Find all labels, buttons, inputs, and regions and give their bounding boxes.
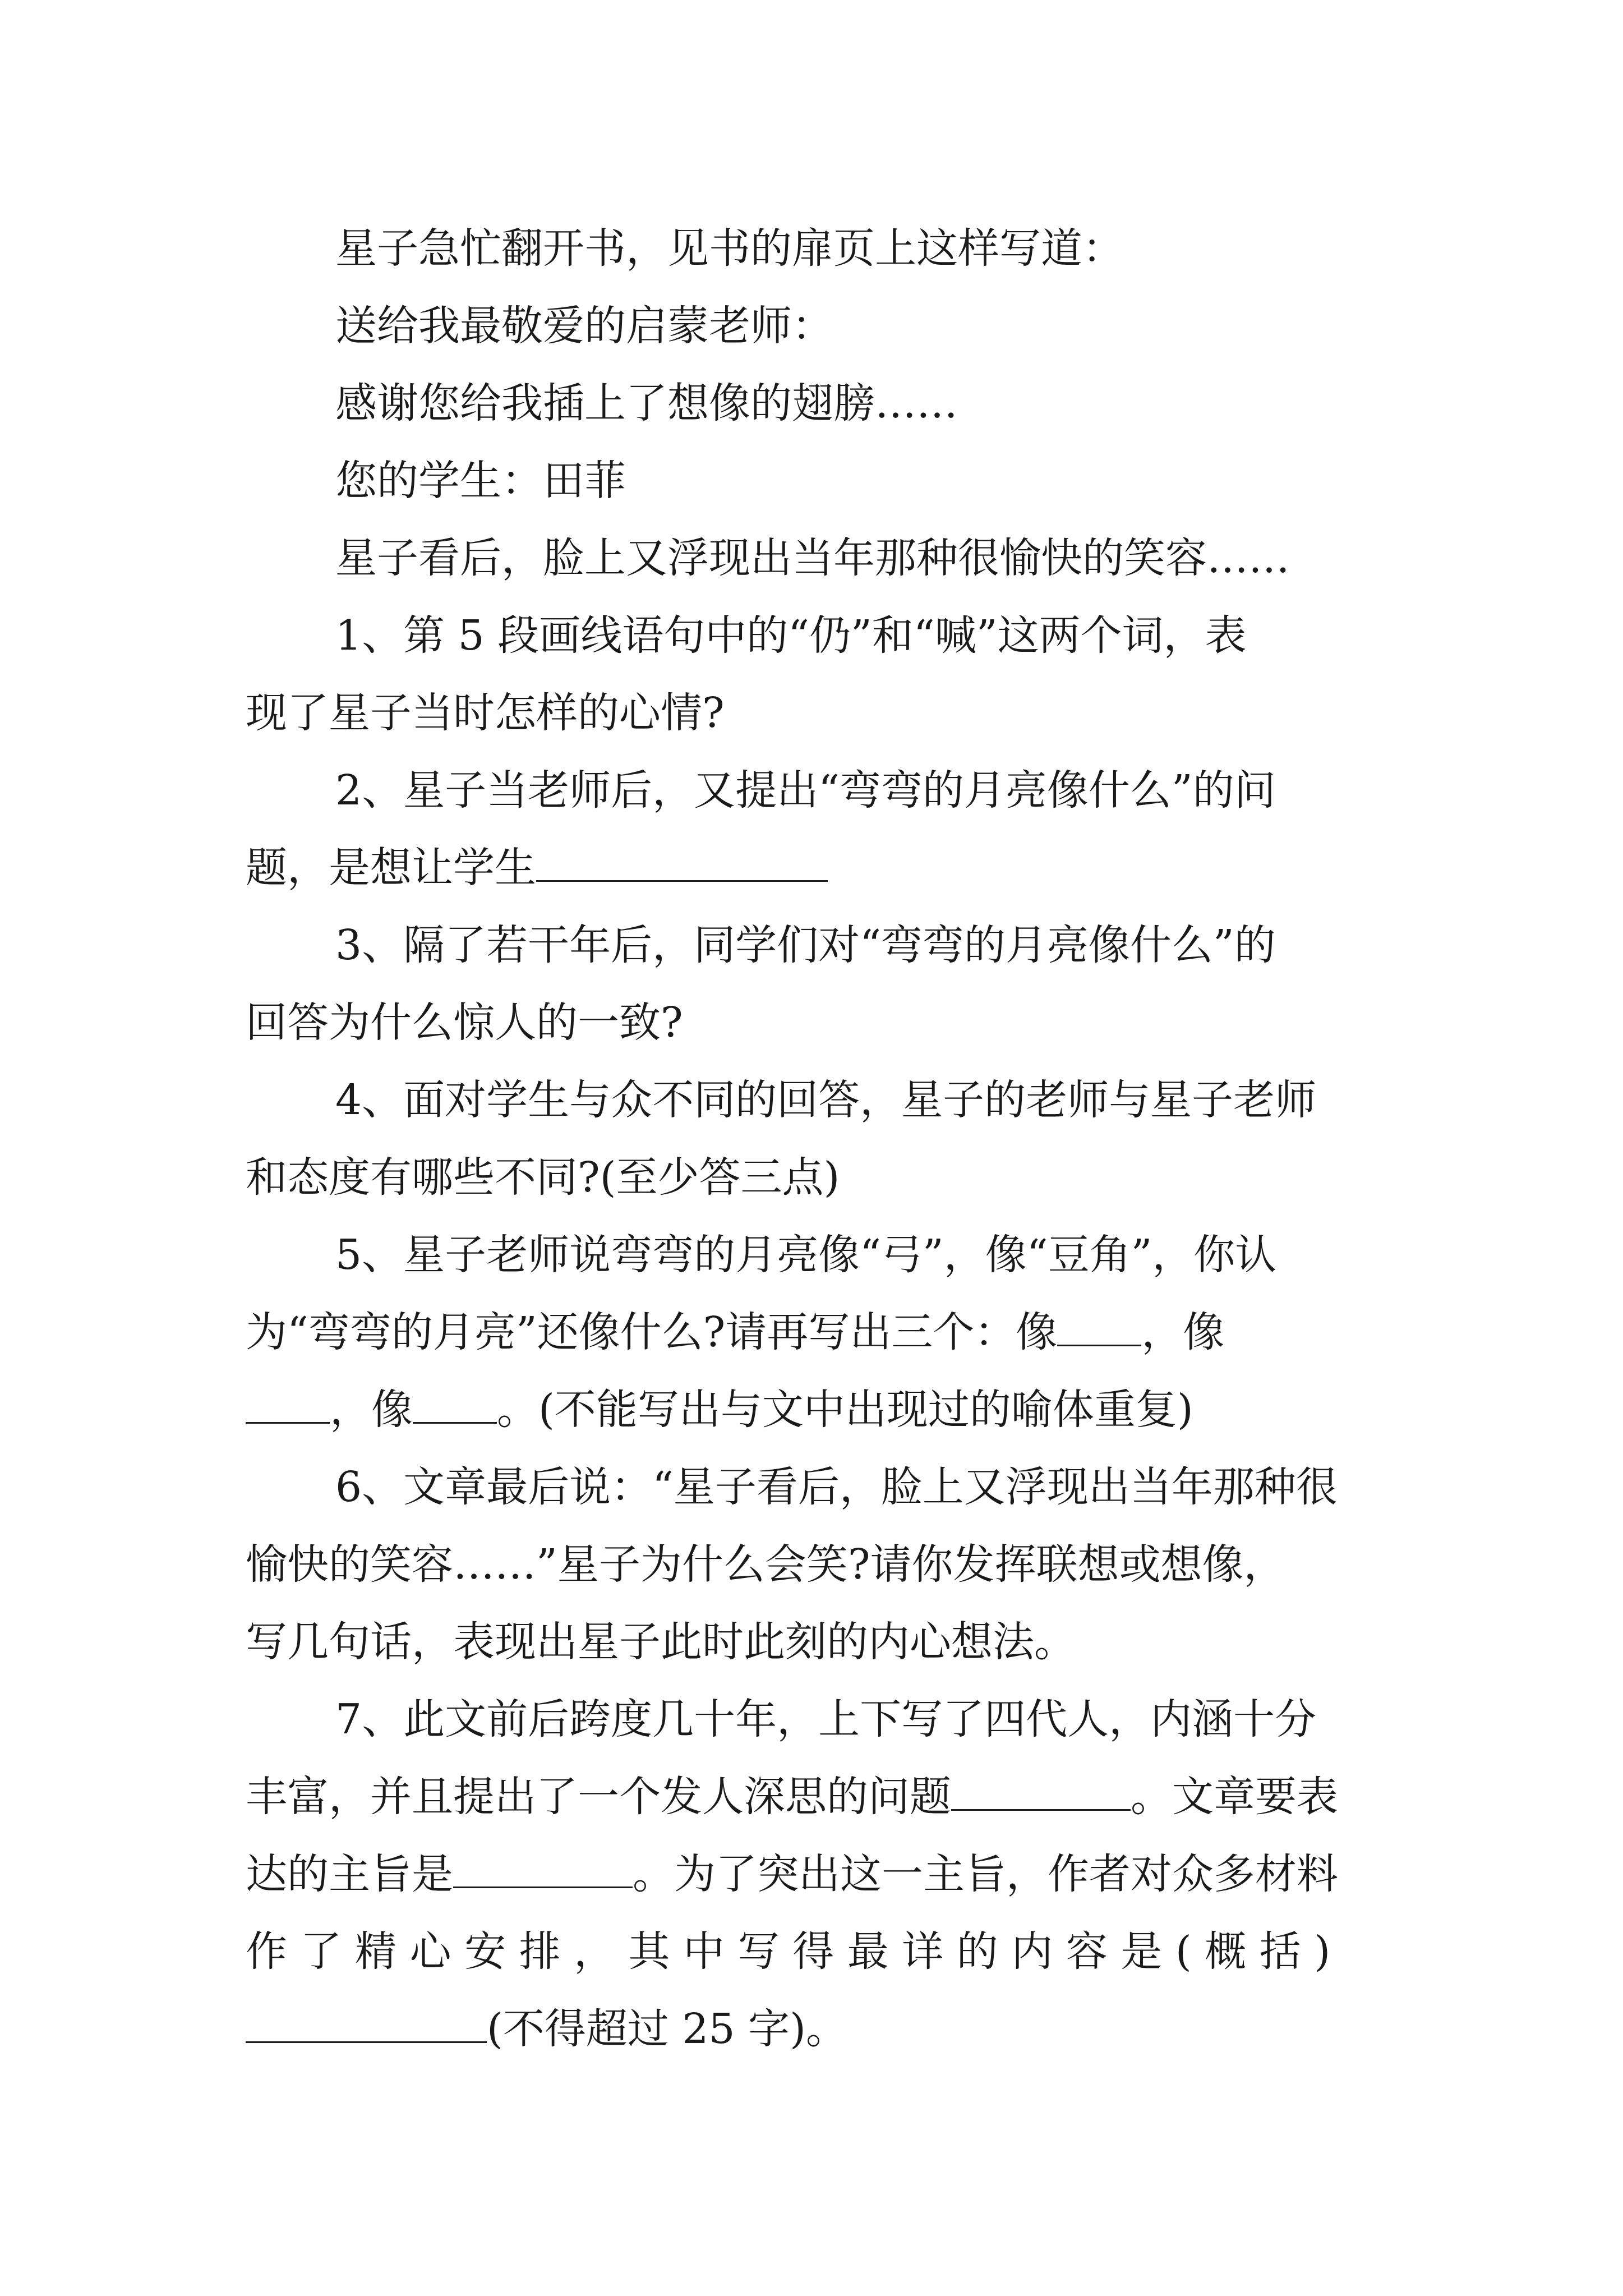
question-4-line-1: 4、面对学生与众不同的回答，星子的老师与星子老师: [335, 1076, 1317, 1124]
question-5-line-3: [246, 1371, 1384, 1448]
question-7-line-5: [246, 1990, 1384, 2068]
story-paragraph-4: 您的学生：田菲: [335, 457, 626, 505]
question-1-line-2: 现了星子当时怎样的心情?: [246, 689, 725, 737]
answer-blank: [246, 1385, 330, 1424]
answer-blank: [1057, 1308, 1141, 1346]
question-6-line-1: 6、文章最后说：“星子看后，脸上又浮现出当年那种很: [335, 1463, 1338, 1511]
answer-blank: [536, 843, 828, 882]
question-5-line-2: [246, 1294, 1384, 1371]
question-7-line-3: [246, 1835, 1384, 1913]
question-7-line-4: 作 了 精 心 安 排 ， 其 中 写 得 最 详 的 内 容 是 ( 概 括 ): [246, 1927, 1331, 1976]
question-1-line-1: 1、第 5 段画线语句中的“仍”和“喊”这两个词，表: [335, 611, 1247, 660]
story-paragraph-5: 星子看后，脸上又浮现出当年那种很愉快的笑容……: [335, 534, 1290, 582]
story-paragraph-1: 星子急忙翻开书，见书的扉页上这样写道：: [335, 224, 1124, 273]
question-5-text-c: ，像: [330, 1386, 413, 1434]
question-5-text-a: 为“弯弯的月亮”还像什么?请再写出三个：像: [246, 1308, 1058, 1356]
answer-blank: [413, 1385, 497, 1424]
question-3-line-2: 回答为什么惊人的一致?: [246, 999, 683, 1047]
question-3-line-1: 3、隔了若干年后，同学们对“弯弯的月亮像什么”的: [335, 921, 1276, 969]
question-4-line-2: 和态度有哪些不同?(至少答三点): [246, 1153, 840, 1202]
question-6-line-3: 写几句话，表现出星子此时此刻的内心想法。: [246, 1618, 1076, 1666]
question-7-text-e: (不得超过 25 字)。: [487, 2005, 847, 2053]
document-page: [246, 210, 1384, 2068]
question-2-text: 题，是想让学生: [246, 844, 536, 892]
question-2-line-2: [246, 829, 1384, 907]
answer-blank: [951, 1772, 1131, 1811]
question-7-text-c: 达的主旨是: [246, 1850, 453, 1898]
answer-blank: [246, 2004, 487, 2043]
question-7-line-1: 7、此文前后跨度几十年，上下写了四代人，内涵十分: [335, 1695, 1317, 1743]
question-2-line-1: 2、星子当老师后，又提出“弯弯的月亮像什么”的问: [335, 766, 1276, 815]
question-5-line-1: 5、星子老师说弯弯的月亮像“弓”，像“豆角”，你认: [335, 1231, 1277, 1279]
question-7-line-2: [246, 1758, 1384, 1835]
question-7-text-d: 。为了突出这一主旨，作者对众多材料: [633, 1850, 1338, 1898]
question-7-text-a: 丰富，并且提出了一个发人深思的问题: [246, 1773, 951, 1821]
answer-blank: [453, 1849, 633, 1888]
question-5-text-d: 。(不能写出与文中出现过的喻体重复): [497, 1386, 1193, 1434]
question-5-text-b: ，像: [1141, 1308, 1225, 1356]
question-6-line-2: 愉快的笑容……”星子为什么会笑?请你发挥联想或想像，: [246, 1540, 1285, 1589]
question-7-text-b: 。文章要表: [1131, 1773, 1338, 1821]
story-paragraph-3: 感谢您给我插上了想像的翅膀……: [335, 379, 958, 427]
story-paragraph-2: 送给我最敬爱的启蒙老师：: [335, 302, 833, 350]
